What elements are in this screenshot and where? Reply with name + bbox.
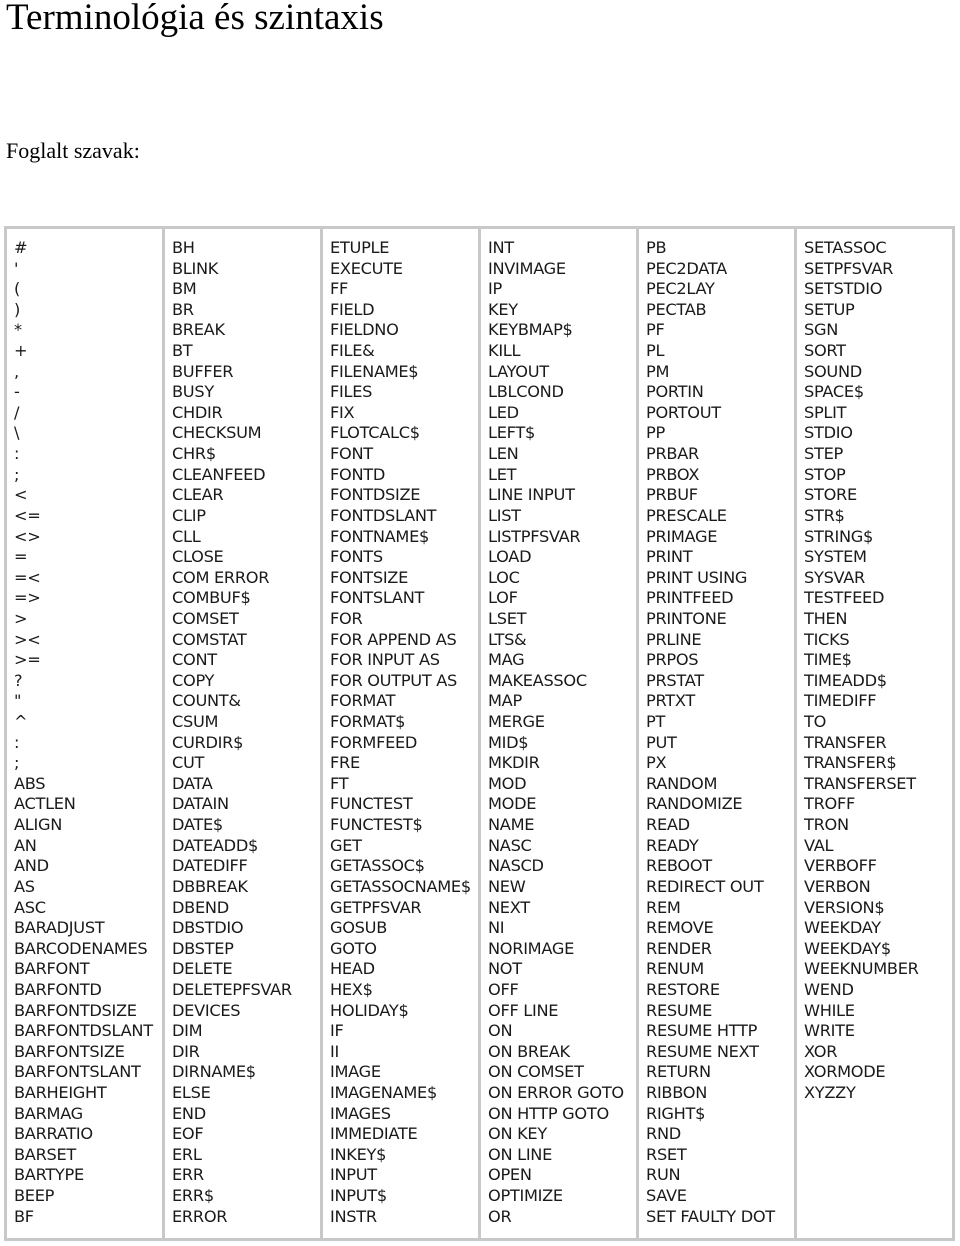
keyword-cell: STR$	[804, 505, 845, 525]
keyword-cell: GETASSOCNAME$	[330, 876, 471, 896]
keyword-cell: BARFONTSLANT	[14, 1062, 141, 1082]
keyword-column	[797, 229, 952, 1238]
keyword-cell: ERL	[172, 1144, 202, 1164]
keyword-cell: TRON	[804, 815, 849, 835]
keyword-cell: WEEKNUMBER	[804, 959, 919, 979]
keyword-cell: FONTDSIZE	[330, 485, 421, 505]
keyword-cell: VERBOFF	[804, 856, 877, 876]
keyword-cell: PB	[646, 238, 667, 257]
keyword-cell: END	[172, 1103, 206, 1123]
keyword-cell: PEC2LAY	[646, 279, 715, 299]
keyword-cell: PP	[646, 423, 665, 443]
keyword-cell: FF	[330, 279, 349, 299]
keyword-cell: IF	[330, 1021, 344, 1041]
keyword-cell: TICKS	[804, 629, 850, 649]
keyword-cell: '	[14, 258, 19, 278]
keyword-cell: RETURN	[646, 1062, 711, 1082]
keyword-cell: MAG	[488, 650, 525, 670]
keyword-cell: TIME$	[804, 650, 852, 670]
keyword-cell: COM ERROR	[172, 567, 270, 587]
keyword-cell: STDIO	[804, 423, 853, 443]
keyword-cell: BARFONT	[14, 959, 90, 979]
keyword-cell: SOUND	[804, 361, 862, 381]
keyword-cell: FOR	[330, 608, 363, 628]
keyword-cell: XOR	[804, 1041, 838, 1061]
keyword-cell: ERR$	[172, 1186, 214, 1206]
keyword-cell: FILES	[330, 382, 373, 402]
keyword-cell: "	[14, 691, 22, 711]
keyword-cell: INPUT	[330, 1165, 377, 1185]
keyword-cell: EOF	[172, 1124, 204, 1144]
keyword-cell: GET	[330, 835, 362, 855]
keyword-cell: PEC2DATA	[646, 258, 727, 278]
keyword-cell: HEAD	[330, 959, 375, 979]
keyword-cell: TROFF	[804, 794, 855, 814]
reserved-words-table	[4, 226, 955, 1241]
keyword-cell: PUT	[646, 732, 677, 752]
keyword-cell: LED	[488, 402, 519, 422]
keyword-cell: ON HTTP GOTO	[488, 1103, 609, 1123]
keyword-cell: SETUP	[804, 299, 855, 319]
keyword-cell: BARFONTD	[14, 979, 102, 999]
keyword-cell: CSUM	[172, 712, 219, 732]
keyword-cell: BT	[172, 341, 193, 361]
keyword-cell: TRANSFER	[804, 732, 887, 752]
keyword-cell: DIM	[172, 1021, 203, 1041]
keyword-cell: SET FAULTY DOT	[646, 1206, 775, 1226]
keyword-cell: (	[14, 279, 21, 299]
keyword-cell: TIMEADD$	[804, 670, 887, 690]
keyword-cell: RESUME NEXT	[646, 1041, 759, 1061]
keyword-cell: SAVE	[646, 1186, 687, 1206]
keyword-cell: =	[14, 547, 28, 567]
keyword-cell: RENDER	[646, 938, 712, 958]
keyword-cell: DATEDIFF	[172, 856, 248, 876]
keyword-cell: OPEN	[488, 1165, 532, 1185]
keyword-cell: WRITE	[804, 1021, 855, 1041]
keyword-cell: MAKEASSOC	[488, 670, 587, 690]
keyword-cell: PRINT	[646, 547, 693, 567]
keyword-cell: LAYOUT	[488, 361, 549, 381]
keyword-cell: ><	[14, 629, 41, 649]
keyword-cell: GETASSOC$	[330, 856, 425, 876]
keyword-cell: BUSY	[172, 382, 214, 402]
keyword-cell: SGN	[804, 320, 839, 340]
keyword-cell: COMBUF$	[172, 588, 251, 608]
keyword-cell: AND	[14, 856, 49, 876]
keyword-cell: INVIMAGE	[488, 258, 566, 278]
keyword-cell: LOAD	[488, 547, 532, 567]
keyword-cell: TO	[804, 712, 827, 732]
keyword-cell: FONTNAME$	[330, 526, 430, 546]
keyword-cell: FORMFEED	[330, 732, 418, 752]
keyword-cell: PRESCALE	[646, 505, 727, 525]
keyword-cell: GOSUB	[330, 918, 388, 938]
keyword-cell: OPTIMIZE	[488, 1186, 563, 1206]
keyword-cell: VERBON	[804, 876, 871, 896]
keyword-cell: PT	[646, 712, 666, 732]
keyword-cell: ON LINE	[488, 1144, 553, 1164]
keyword-cell: XYZZY	[804, 1082, 856, 1102]
keyword-cell: SYSTEM	[804, 547, 867, 567]
keyword-cell: FONTSLANT	[330, 588, 425, 608]
keyword-cell: REBOOT	[646, 856, 712, 876]
keyword-cell: ^	[14, 712, 28, 732]
keyword-cell: MAP	[488, 691, 522, 711]
keyword-cell: PL	[646, 341, 665, 361]
keyword-cell: BARFONTSIZE	[14, 1041, 125, 1061]
keyword-cell: ERROR	[172, 1206, 228, 1226]
keyword-cell: PRIMAGE	[646, 526, 718, 546]
keyword-cell: CLEANFEED	[172, 464, 266, 484]
keyword-cell: BARADJUST	[14, 918, 105, 938]
keyword-cell: NASC	[488, 835, 532, 855]
keyword-cell: SETASSOC	[804, 238, 887, 257]
keyword-cell: GOTO	[330, 938, 377, 958]
keyword-cell: INSTR	[330, 1206, 377, 1226]
section-subtitle: Foglalt szavak:	[6, 138, 140, 163]
keyword-cell: LBLCOND	[488, 382, 564, 402]
keyword-cell: COPY	[172, 670, 215, 690]
keyword-cell: BARHEIGHT	[14, 1082, 107, 1102]
keyword-cell: OR	[488, 1206, 512, 1226]
keyword-cell: HOLIDAY$	[330, 1000, 409, 1020]
keyword-cell: IMAGENAME$	[330, 1082, 437, 1102]
keyword-cell: SYSVAR	[804, 567, 865, 587]
keyword-column	[165, 229, 323, 1238]
keyword-cell: BREAK	[172, 320, 225, 340]
keyword-cell: =<	[14, 567, 41, 587]
keyword-cell: FORMAT$	[330, 712, 406, 732]
keyword-cell: ABS	[14, 773, 46, 793]
keyword-cell: CLEAR	[172, 485, 224, 505]
keyword-cell: RANDOM	[646, 773, 718, 793]
keyword-cell: CUT	[172, 753, 205, 773]
keyword-column	[323, 229, 481, 1238]
keyword-cell: WEEKDAY$	[804, 938, 891, 958]
keyword-cell: \	[14, 423, 20, 443]
keyword-cell: BR	[172, 299, 194, 319]
keyword-cell: DELETE	[172, 959, 233, 979]
keyword-cell: BLINK	[172, 258, 219, 278]
keyword-cell: THEN	[804, 608, 848, 628]
keyword-cell: OFF LINE	[488, 1000, 559, 1020]
keyword-cell: STORE	[804, 485, 857, 505]
keyword-cell: DBEND	[172, 897, 229, 917]
keyword-cell: RIBBON	[646, 1082, 707, 1102]
keyword-cell: IMAGE	[330, 1062, 381, 1082]
keyword-cell: DATA	[172, 773, 213, 793]
page-title: Terminológia és szintaxis	[6, 0, 384, 38]
keyword-cell: RIGHT$	[646, 1103, 706, 1123]
keyword-cell: PRPOS	[646, 650, 699, 670]
keyword-cell: FOR OUTPUT AS	[330, 670, 458, 690]
keyword-cell: PECTAB	[646, 299, 707, 319]
keyword-cell: =>	[14, 588, 41, 608]
keyword-cell: KILL	[488, 341, 521, 361]
keyword-cell: FOR INPUT AS	[330, 650, 440, 670]
keyword-cell: NASCD	[488, 856, 544, 876]
keyword-cell: SETPFSVAR	[804, 258, 894, 278]
keyword-cell: AS	[14, 876, 35, 896]
keyword-cell: IP	[488, 279, 502, 299]
keyword-cell: KEYBMAP$	[488, 320, 573, 340]
keyword-cell: BH	[172, 238, 195, 257]
keyword-cell: II	[330, 1041, 339, 1061]
keyword-cell: LSET	[488, 608, 527, 628]
keyword-cell: PRINTONE	[646, 608, 727, 628]
keyword-cell: AN	[14, 835, 37, 855]
keyword-cell: COMSET	[172, 608, 239, 628]
keyword-cell: FILE&	[330, 341, 375, 361]
keyword-cell: IMAGES	[330, 1103, 391, 1123]
keyword-cell: CLL	[172, 526, 201, 546]
keyword-cell: PORTIN	[646, 382, 704, 402]
keyword-cell: DBSTDIO	[172, 918, 244, 938]
keyword-cell: FLOTCALC$	[330, 423, 420, 443]
keyword-cell: IMMEDIATE	[330, 1124, 418, 1144]
keyword-cell: PRBUF	[646, 485, 698, 505]
keyword-cell: HEX$	[330, 979, 373, 999]
keyword-cell: ETUPLE	[330, 238, 390, 257]
keyword-cell: CHECKSUM	[172, 423, 262, 443]
keyword-cell: LTS&	[488, 629, 527, 649]
keyword-cell: NEW	[488, 876, 526, 896]
keyword-cell: NAME	[488, 815, 535, 835]
keyword-cell: CURDIR$	[172, 732, 244, 752]
keyword-cell: READY	[646, 835, 699, 855]
keyword-cell: PX	[646, 753, 667, 773]
keyword-cell: ;	[14, 464, 20, 484]
keyword-cell: LISTPFSVAR	[488, 526, 581, 546]
keyword-column	[7, 229, 165, 1238]
keyword-cell: DBSTEP	[172, 938, 234, 958]
keyword-cell: LOF	[488, 588, 518, 608]
keyword-cell: FORMAT	[330, 691, 396, 711]
keyword-cell: DATE$	[172, 815, 223, 835]
keyword-cell: BARTYPE	[14, 1165, 84, 1185]
keyword-cell: FONTD	[330, 464, 386, 484]
keyword-cell: TRANSFERSET	[804, 773, 916, 793]
keyword-cell: +	[14, 341, 28, 361]
keyword-cell: DIRNAME$	[172, 1062, 256, 1082]
keyword-cell: ?	[14, 670, 23, 690]
keyword-cell: RESTORE	[646, 979, 720, 999]
keyword-cell: OFF	[488, 979, 519, 999]
keyword-cell: <	[14, 485, 28, 505]
keyword-cell: PRINT USING	[646, 567, 748, 587]
keyword-cell: RESUME HTTP	[646, 1021, 758, 1041]
keyword-cell: REMOVE	[646, 918, 714, 938]
keyword-cell: SPLIT	[804, 402, 847, 422]
keyword-cell: TIMEDIFF	[804, 691, 877, 711]
keyword-cell: NOT	[488, 959, 522, 979]
keyword-cell: BM	[172, 279, 197, 299]
keyword-cell: TESTFEED	[804, 588, 885, 608]
keyword-cell: BEEP	[14, 1186, 55, 1206]
keyword-cell: WHILE	[804, 1000, 855, 1020]
keyword-cell: <=	[14, 505, 41, 525]
keyword-cell: FONTDSLANT	[330, 505, 437, 525]
keyword-cell: ACTLEN	[14, 794, 76, 814]
keyword-cell: BARCODENAMES	[14, 938, 148, 958]
keyword-cell: FILENAME$	[330, 361, 419, 381]
keyword-cell: NEXT	[488, 897, 530, 917]
keyword-cell: :	[14, 444, 20, 464]
keyword-cell: PM	[646, 361, 670, 381]
keyword-cell: FIELDNO	[330, 320, 399, 340]
keyword-cell: ON ERROR GOTO	[488, 1082, 624, 1102]
keyword-cell: MODE	[488, 794, 537, 814]
keyword-cell: STRING$	[804, 526, 874, 546]
keyword-cell: BARRATIO	[14, 1124, 93, 1144]
keyword-cell: ON COMSET	[488, 1062, 584, 1082]
keyword-cell: LOC	[488, 567, 520, 587]
keyword-cell: NI	[488, 918, 505, 938]
keyword-cell: FONT	[330, 444, 373, 464]
keyword-cell: PRBAR	[646, 444, 699, 464]
keyword-cell: RND	[646, 1124, 681, 1144]
keyword-cell: EXECUTE	[330, 258, 403, 278]
keyword-cell: INT	[488, 238, 514, 257]
keyword-cell: COMSTAT	[172, 629, 247, 649]
keyword-cell: BARMAG	[14, 1103, 83, 1123]
keyword-cell: CLOSE	[172, 547, 224, 567]
keyword-cell: PF	[646, 320, 665, 340]
keyword-cell: SORT	[804, 341, 846, 361]
keyword-cell: ON BREAK	[488, 1041, 570, 1061]
keyword-cell: FONTSIZE	[330, 567, 409, 587]
keyword-cell: LIST	[488, 505, 521, 525]
keyword-cell: /	[14, 402, 20, 422]
keyword-cell: #	[14, 238, 28, 257]
keyword-cell: PRBOX	[646, 464, 700, 484]
keyword-cell: REDIRECT OUT	[646, 876, 764, 896]
keyword-cell: FT	[330, 773, 349, 793]
keyword-cell: LEFT$	[488, 423, 535, 443]
keyword-cell: >=	[14, 650, 41, 670]
keyword-cell: MKDIR	[488, 753, 540, 773]
keyword-column	[481, 229, 639, 1238]
keyword-cell: LINE INPUT	[488, 485, 575, 505]
keyword-cell: NORIMAGE	[488, 938, 574, 958]
keyword-cell: ,	[14, 361, 19, 381]
keyword-cell: LEN	[488, 444, 519, 464]
keyword-cell: RANDOMIZE	[646, 794, 743, 814]
keyword-cell: RUN	[646, 1165, 681, 1185]
keyword-cell: SETSTDIO	[804, 279, 883, 299]
keyword-cell: ;	[14, 753, 20, 773]
keyword-cell: MOD	[488, 773, 527, 793]
keyword-cell: ON	[488, 1021, 513, 1041]
keyword-cell: DIR	[172, 1041, 200, 1061]
keyword-cell: BF	[14, 1206, 34, 1226]
keyword-cell: DATAIN	[172, 794, 229, 814]
keyword-cell: BUFFER	[172, 361, 234, 381]
keyword-cell: ERR	[172, 1165, 204, 1185]
keyword-cell: INKEY$	[330, 1144, 387, 1164]
keyword-cell: FONTS	[330, 547, 383, 567]
keyword-cell: STOP	[804, 464, 846, 484]
keyword-cell: CHR$	[172, 444, 216, 464]
keyword-cell: BARFONTDSLANT	[14, 1021, 153, 1041]
keyword-cell: KEY	[488, 299, 518, 319]
keyword-cell: RESUME	[646, 1000, 712, 1020]
keyword-cell: <>	[14, 526, 41, 546]
keyword-cell: GETPFSVAR	[330, 897, 422, 917]
keyword-cell: FIX	[330, 402, 355, 422]
keyword-cell: DEVICES	[172, 1000, 241, 1020]
keyword-cell: )	[14, 299, 21, 319]
keyword-cell: FIELD	[330, 299, 375, 319]
keyword-cell: BARSET	[14, 1144, 77, 1164]
keyword-cell: WEND	[804, 979, 854, 999]
keyword-cell: COUNT&	[172, 691, 241, 711]
keyword-cell: STEP	[804, 444, 843, 464]
keyword-cell: FUNCTEST$	[330, 815, 423, 835]
keyword-cell: PRLINE	[646, 629, 702, 649]
keyword-cell: CHDIR	[172, 402, 223, 422]
keyword-cell: INPUT$	[330, 1186, 387, 1206]
keyword-cell: FRE	[330, 753, 360, 773]
keyword-cell: PRTXT	[646, 691, 695, 711]
keyword-cell: WEEKDAY	[804, 918, 881, 938]
keyword-cell: DATEADD$	[172, 835, 259, 855]
keyword-cell: READ	[646, 815, 690, 835]
keyword-cell: -	[14, 382, 20, 402]
keyword-cell: >	[14, 608, 28, 628]
keyword-cell: CONT	[172, 650, 217, 670]
keyword-cell: PORTOUT	[646, 402, 721, 422]
keyword-cell: XORMODE	[804, 1062, 886, 1082]
keyword-cell: RSET	[646, 1144, 687, 1164]
keyword-cell: REM	[646, 897, 681, 917]
keyword-cell: BARFONTDSIZE	[14, 1000, 137, 1020]
keyword-cell: DBBREAK	[172, 876, 248, 896]
keyword-cell: MID$	[488, 732, 529, 752]
keyword-cell: VAL	[804, 835, 834, 855]
keyword-column	[639, 229, 797, 1238]
keyword-cell: ALIGN	[14, 815, 63, 835]
keyword-cell: VERSION$	[804, 897, 885, 917]
keyword-cell: ON KEY	[488, 1124, 547, 1144]
keyword-cell: PRINTFEED	[646, 588, 734, 608]
keyword-cell: LET	[488, 464, 517, 484]
keyword-cell: ELSE	[172, 1082, 211, 1102]
keyword-cell: :	[14, 732, 20, 752]
keyword-cell: PRSTAT	[646, 670, 704, 690]
keyword-cell: DELETEPFSVAR	[172, 979, 292, 999]
keyword-cell: FUNCTEST	[330, 794, 413, 814]
keyword-cell: SPACE$	[804, 382, 864, 402]
keyword-cell: TRANSFER$	[804, 753, 897, 773]
keyword-cell: *	[14, 320, 22, 340]
keyword-cell: MERGE	[488, 712, 545, 732]
keyword-cell: ASC	[14, 897, 46, 917]
keyword-cell: CLIP	[172, 505, 206, 525]
keyword-cell: RENUM	[646, 959, 704, 979]
keyword-cell: FOR APPEND AS	[330, 629, 457, 649]
